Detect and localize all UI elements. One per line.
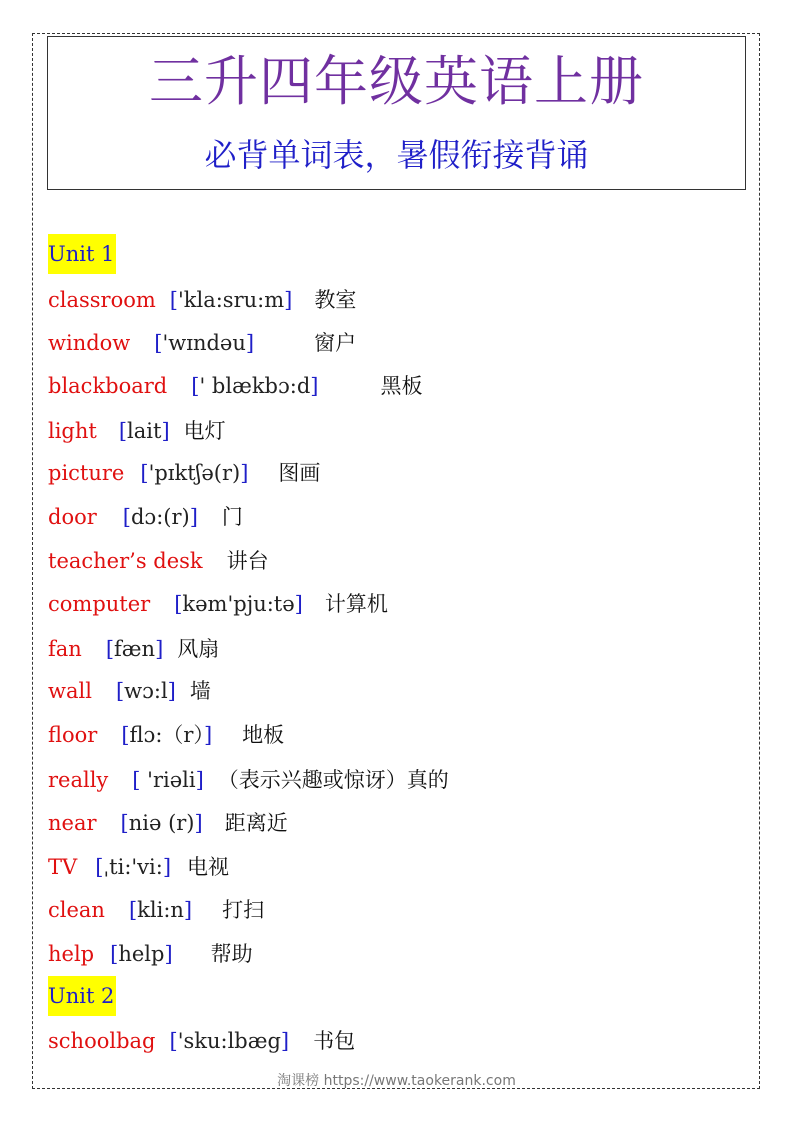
vocab-meaning: 墙 [189, 679, 211, 703]
vocab-row-teachers-desk [48, 541, 269, 581]
phonetic-open-bracket: [ [105, 637, 115, 661]
vocab-word: schoolbag [48, 1029, 156, 1053]
phonetic-close-bracket: ] [164, 942, 173, 966]
vocab-meaning: 帮助 [210, 942, 253, 966]
vocab-word: classroom [48, 288, 156, 312]
phonetic-close-bracket: ] [155, 637, 164, 661]
phonetic-open-bracket: [ [140, 461, 149, 485]
phonetic-close-bracket: ] [245, 331, 255, 355]
phonetic-open-bracket: [ [169, 1029, 178, 1053]
vocab-meaning: 打扫 [222, 898, 265, 922]
vocab-word: computer [48, 592, 151, 616]
unit-label: Unit 1 [48, 234, 116, 274]
phonetic-open-bracket: [ [122, 505, 131, 529]
vocab-phonetic: help [118, 942, 165, 966]
phonetic-open-bracket: [ [154, 331, 163, 355]
phonetic-open-bracket: [ [118, 419, 128, 443]
vocab-word: floor [48, 723, 98, 747]
title-box [47, 36, 746, 190]
phonetic-close-bracket: ] [195, 768, 204, 792]
phonetic-close-bracket: ] [284, 288, 293, 312]
phonetic-open-bracket: [ [110, 942, 119, 966]
phonetic-close-bracket: ] [194, 811, 203, 835]
phonetic-close-bracket: ] [189, 505, 198, 529]
phonetic-close-bracket: ] [203, 723, 213, 747]
vocab-phonetic: wɔ:l [124, 679, 168, 703]
phonetic-open-bracket: [ [115, 679, 125, 703]
vocab-word: fan [48, 637, 82, 661]
vocab-row-near [48, 803, 288, 843]
vocab-phonetic: dɔ:(r) [130, 505, 190, 529]
vocab-row-floor [48, 715, 284, 755]
vocab-word: door [48, 505, 97, 529]
vocab-word: window [48, 331, 131, 355]
vocab-meaning: 地板 [242, 723, 285, 747]
vocab-row-tv [48, 847, 229, 887]
vocab-phonetic: 'riəli [140, 768, 196, 792]
vocab-row-fan [48, 629, 219, 669]
vocab-word: clean [48, 898, 105, 922]
vocab-phonetic: kli:n [137, 898, 184, 922]
vocab-row-clean [48, 890, 264, 930]
phonetic-open-bracket: [ [120, 811, 129, 835]
vocab-row-blackboard [48, 366, 422, 406]
phonetic-close-bracket: ] [183, 898, 193, 922]
footer-watermark: 淘课榜 https://www.taokerank.com [277, 1073, 516, 1089]
phonetic-open-bracket: [ [169, 288, 178, 312]
vocab-meaning: 距离近 [224, 811, 288, 835]
vocab-phonetic: niə (r) [128, 811, 195, 835]
vocab-phonetic: flɔ:（r） [129, 723, 204, 747]
vocab-meaning: 书包 [313, 1029, 356, 1053]
phonetic-open-bracket: [ [132, 768, 141, 792]
vocab-word: picture [48, 461, 125, 485]
vocab-meaning: 风扇 [177, 637, 220, 661]
vocab-row-computer [48, 584, 388, 624]
phonetic-open-bracket: [ [174, 592, 183, 616]
vocab-row-door [48, 497, 243, 537]
vocab-meaning: 窗户 [314, 331, 357, 355]
vocab-word: near [48, 811, 97, 835]
vocab-phonetic: lait [127, 419, 162, 443]
phonetic-open-bracket: [ [128, 898, 138, 922]
vocab-meaning: 教室 [314, 288, 357, 312]
vocab-word: really [48, 768, 109, 792]
vocab-row-really [48, 760, 449, 800]
vocab-word: teacher’s desk [48, 549, 203, 573]
vocab-meaning: （表示兴趣或惊讶）真的 [217, 768, 449, 792]
vocab-row-window [48, 323, 356, 363]
vocab-phonetic: fæn [114, 637, 156, 661]
vocab-meaning: 门 [221, 505, 243, 529]
phonetic-close-bracket: ] [161, 419, 170, 443]
vocab-word: light [48, 419, 97, 443]
page-title: 三升四年级英语上册 [149, 50, 644, 113]
phonetic-close-bracket: ] [240, 461, 249, 485]
vocab-meaning: 图画 [278, 461, 321, 485]
vocab-row-help [48, 934, 253, 974]
vocab-word: help [48, 942, 95, 966]
vocab-row-classroom [48, 280, 356, 320]
phonetic-close-bracket: ] [167, 679, 176, 703]
vocab-word: wall [48, 679, 92, 703]
vocab-phonetic: 'sku:lbæg [177, 1029, 281, 1053]
vocab-meaning: 讲台 [226, 549, 269, 573]
vocab-row-schoolbag [48, 1021, 355, 1061]
vocab-word: blackboard [48, 374, 168, 398]
vocab-meaning: 黑板 [380, 374, 423, 398]
vocab-phonetic: 'wɪndəu [162, 331, 246, 355]
vocab-meaning: 电视 [187, 855, 230, 879]
vocab-meaning: 计算机 [324, 592, 388, 616]
vocab-phonetic: 'kla:sru:m [178, 288, 285, 312]
unit-heading [48, 234, 116, 274]
phonetic-close-bracket: ] [310, 374, 319, 398]
vocab-phonetic: 'pɪktʃə(r) [148, 461, 241, 485]
page-subtitle: 必背单词表，暑假衔接背诵 [204, 136, 589, 174]
phonetic-close-bracket: ] [162, 855, 172, 879]
phonetic-open-bracket: [ [95, 855, 104, 879]
vocab-phonetic: kəm'pju:tə [182, 592, 295, 616]
unit-heading [48, 976, 116, 1016]
phonetic-close-bracket: ] [280, 1029, 290, 1053]
phonetic-close-bracket: ] [294, 592, 303, 616]
vocab-phonetic: ' blækbɔ:d [199, 374, 311, 398]
phonetic-open-bracket: [ [191, 374, 200, 398]
vocab-phonetic: ˌti:'vi: [103, 855, 163, 879]
vocab-row-light [48, 411, 226, 451]
vocab-meaning: 电灯 [183, 419, 226, 443]
vocab-row-wall [48, 671, 211, 711]
vocab-row-picture [48, 453, 320, 493]
vocab-word: TV [48, 855, 78, 879]
unit-label: Unit 2 [48, 976, 116, 1016]
phonetic-open-bracket: [ [121, 723, 130, 747]
